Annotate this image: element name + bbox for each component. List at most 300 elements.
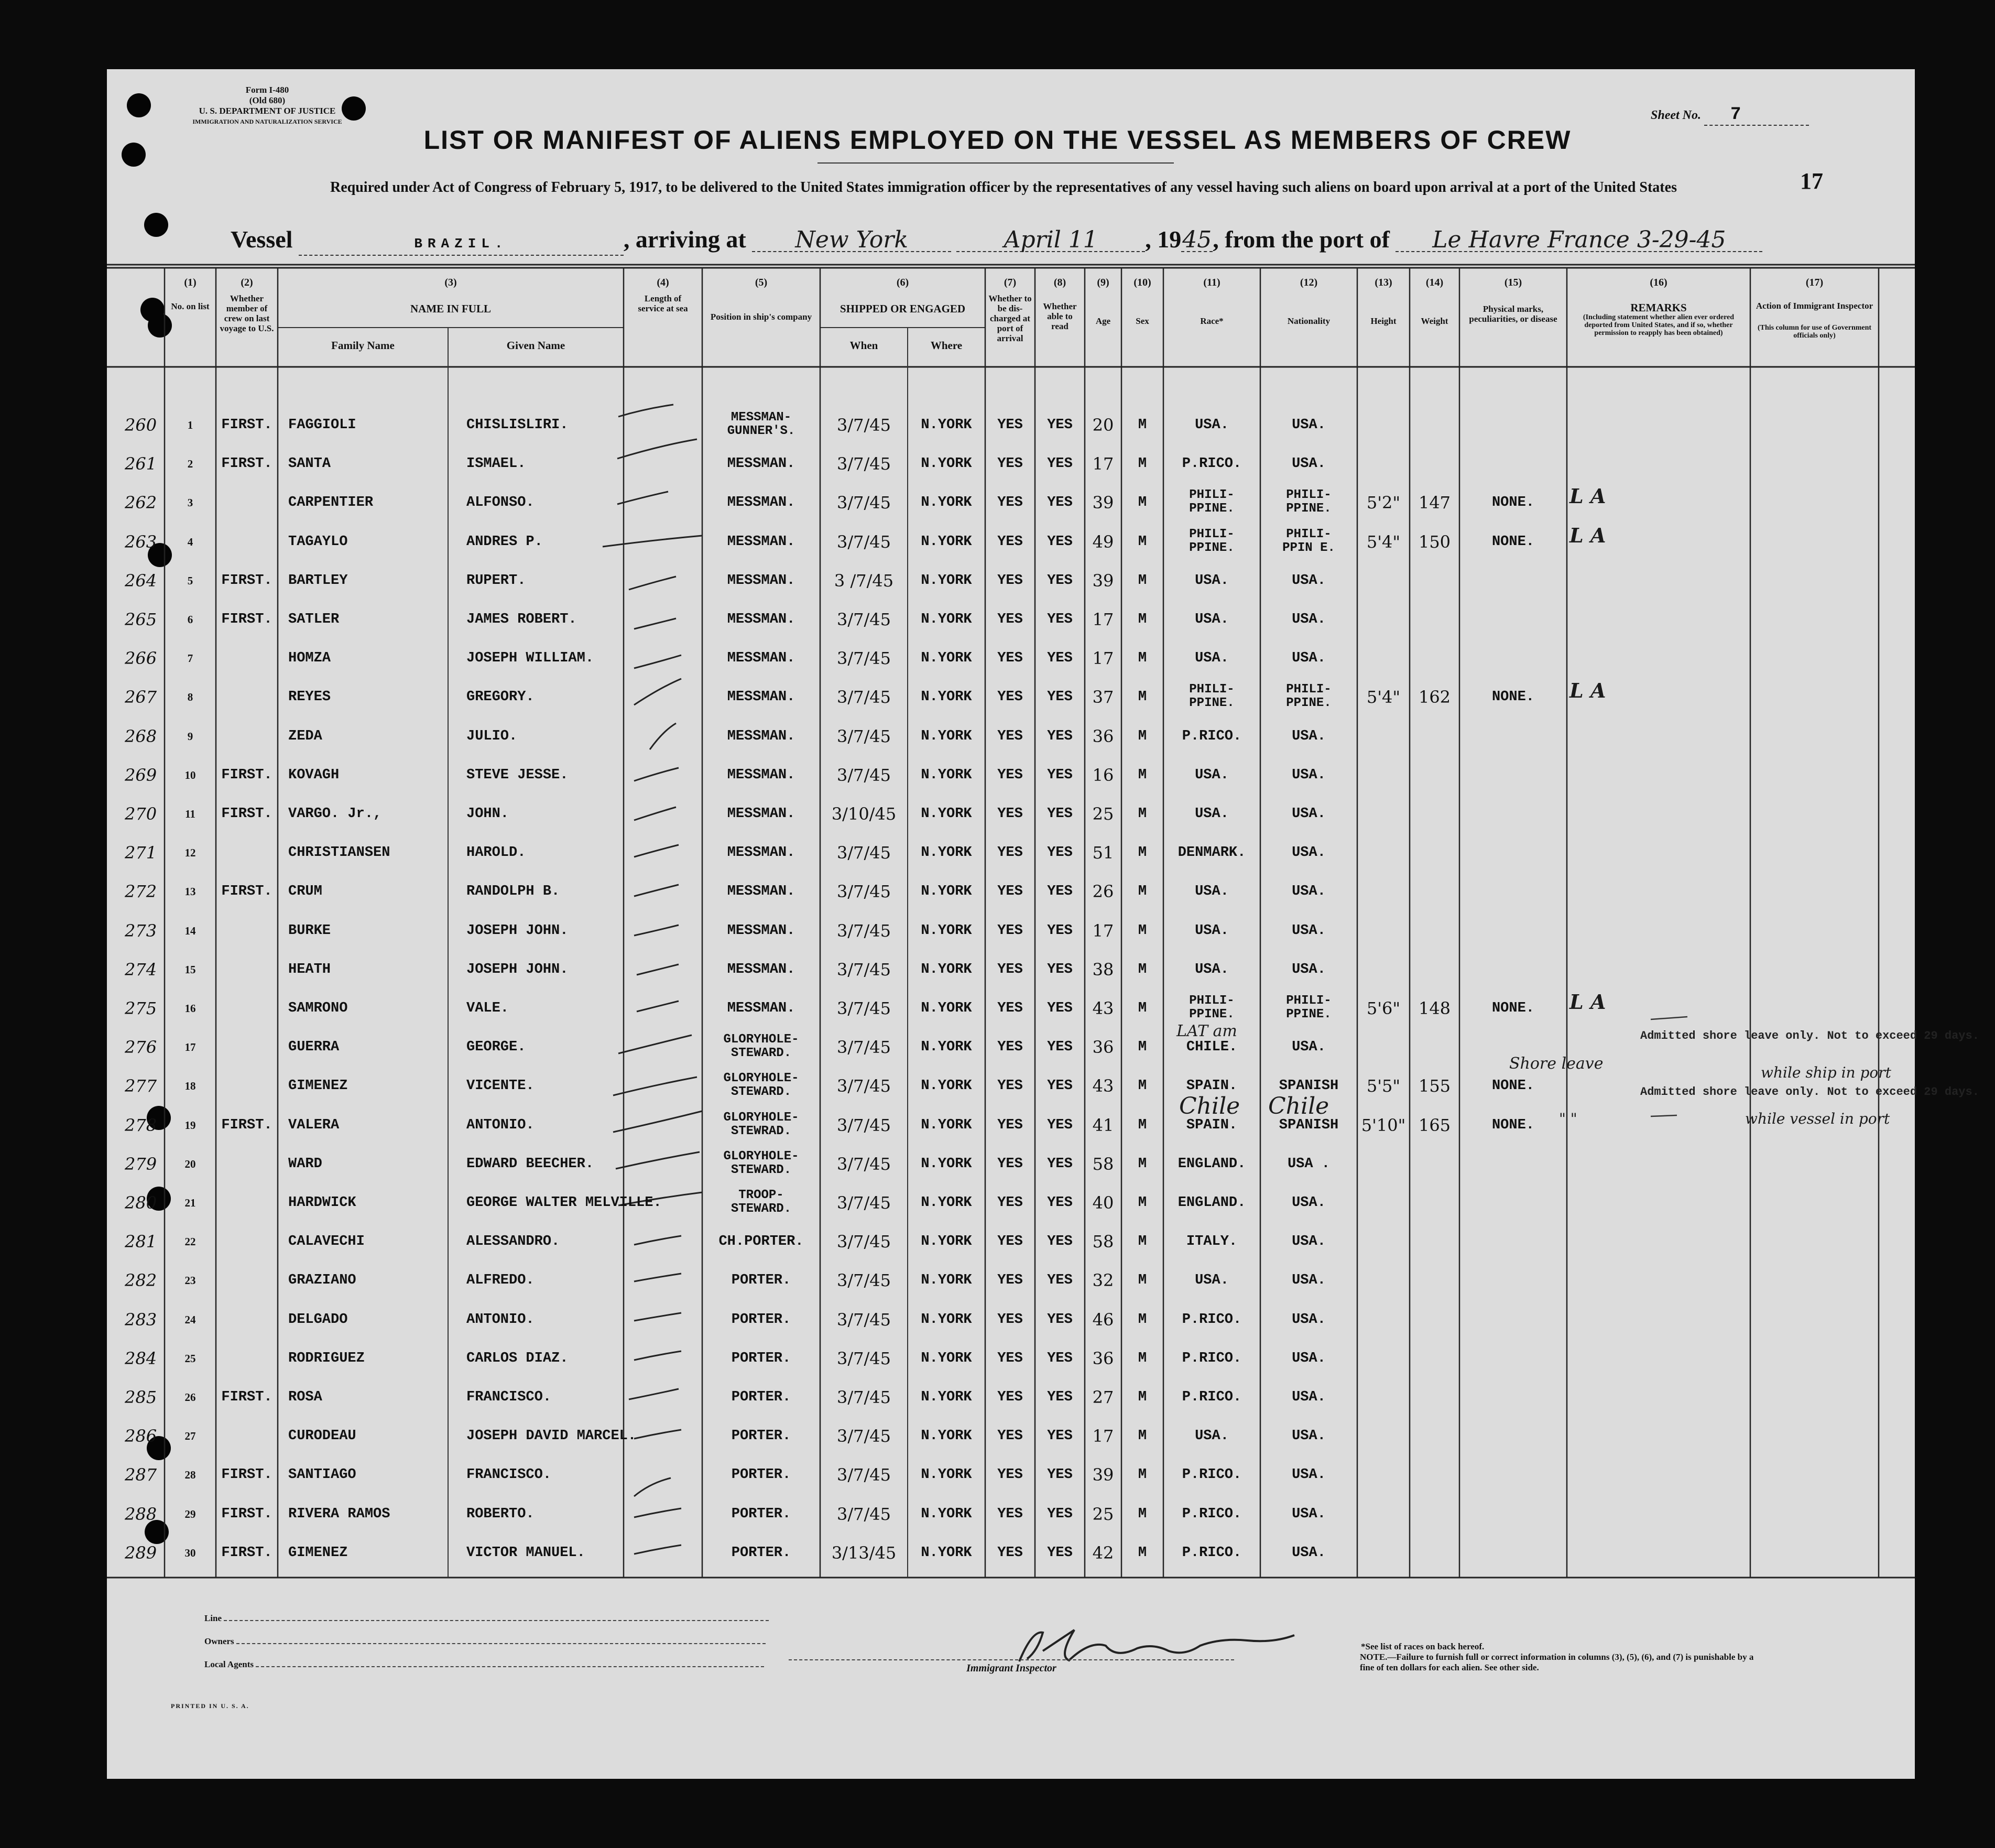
vessel-row [231,225,1762,256]
nationality: USA. [1292,961,1326,977]
discharged: YES [997,1545,1023,1561]
age: 20 [1092,415,1114,435]
able-to-read: YES [1047,884,1073,900]
shipped-when: 3/7/45 [837,1504,891,1524]
col8-header: Whether able to read [1043,301,1077,331]
given-name: JOSEPH JOHN. [466,922,569,939]
position: PORTER. [731,1428,791,1444]
position: PORTER. [731,1506,791,1522]
family-name: GUERRA [288,1039,340,1056]
race: USA. [1195,767,1229,783]
shipped-when: 3/7/45 [837,493,891,513]
shipped-when: 3/7/45 [837,1309,891,1330]
sex: M [1138,1545,1147,1561]
department: U. S. DEPARTMENT OF JUSTICE [199,106,336,116]
col8-number: (8) [1053,277,1066,288]
age: 17 [1092,454,1114,474]
margin-number: 265 [125,610,157,629]
margin-number: 287 [125,1465,157,1485]
given-name: FRANCISCO. [466,1389,552,1405]
shipped-where: N.YORK [921,884,972,900]
ditto-marks: " " [1559,1110,1577,1127]
given-name: JOSEPH WILLIAM. [466,650,594,667]
discharged: YES [997,1078,1023,1094]
age: 58 [1092,1154,1114,1174]
col16-header: REMARKS [1630,301,1687,314]
discharged: YES [997,1001,1023,1016]
last-voyage: FIRST. [221,417,272,433]
row-number: 21 [184,1197,196,1209]
nationality: USA. [1292,417,1326,433]
family-name: RIVERA RAMOS [288,1506,390,1522]
position: MESSMAN. [727,922,795,939]
row-number: 28 [184,1469,196,1482]
position: PORTER. [731,1545,791,1561]
page-title: LIST OR MANIFEST OF ALIENS EMPLOYED ON THE VESSEL AS MEMBERS OF CREW [423,125,1572,155]
vessel-label: Vessel [231,226,293,253]
discharged: YES [997,1428,1023,1444]
shipped-when: 3/7/45 [837,1232,891,1252]
shipped-where: N.YORK [921,806,972,822]
margin-number: 279 [125,1154,157,1174]
given-name: ANTONIO. [466,1311,535,1328]
last-voyage: FIRST. [221,884,272,900]
shipped-when: 3/7/45 [837,687,891,708]
margin-number: 272 [125,882,157,902]
footnotes [1360,1642,1763,1673]
weight: 148 [1418,998,1451,1018]
col17-header: Action of Immigrant Inspector [1756,301,1873,311]
height: 5'6" [1366,998,1401,1018]
row-number: 5 [187,574,193,587]
age: 26 [1092,882,1114,902]
col12-header: Nationality [1287,316,1331,326]
position: MESSMAN. [727,572,795,589]
able-to-read: YES [1047,1078,1073,1094]
sex: M [1138,767,1147,783]
nationality: USA. [1292,1389,1326,1405]
physical-marks: NONE. [1491,1078,1534,1094]
col1-header: No. on list [171,301,210,311]
age: 39 [1092,493,1114,513]
position: MESSMAN. [727,961,795,977]
shipped-when: 3/7/45 [837,454,891,474]
sex: M [1138,572,1147,589]
family-name: VARGO. Jr., [288,806,382,822]
arrival-date: April 11 [956,229,1145,252]
age: 25 [1092,804,1114,824]
sex: M [1138,1467,1147,1483]
col7-number: (7) [1004,277,1017,288]
age: 32 [1092,1270,1114,1291]
nationality: USA. [1292,1311,1326,1328]
shipped-when: 3/7/45 [837,1193,891,1213]
race: USA. [1195,1428,1229,1444]
col2-number: (2) [241,277,253,288]
row-number: 17 [184,1041,196,1054]
race: P.RICO. [1182,1311,1242,1328]
last-voyage: FIRST. [221,1467,272,1483]
arrival-port: New York [752,229,951,252]
family-name: SAMRONO [288,1001,348,1016]
shipped-where: N.YORK [921,534,972,550]
nationality: SPANISH [1279,1078,1339,1094]
row-number: 7 [187,652,193,665]
col9-header: Age [1095,316,1111,326]
nationality: USA. [1292,1506,1326,1522]
sheet-label: Sheet No. [1651,108,1701,122]
family-name: KOVAGH [288,767,340,783]
shipped-where: N.YORK [921,845,972,861]
position: GLORYHOLE- STEWRAD. [723,1110,799,1138]
position: PORTER. [731,1273,791,1289]
col15-number: (15) [1504,277,1522,288]
discharged: YES [997,689,1023,705]
position: MESSMAN. [727,456,795,472]
position: GLORYHOLE- STEWARD. [723,1032,799,1061]
weight: 155 [1418,1076,1451,1096]
family-name: RODRIGUEZ [288,1350,365,1366]
row-number: 24 [184,1313,196,1326]
shipped-where: N.YORK [921,1506,972,1522]
line-label: Line [204,1613,222,1623]
row-number: 16 [184,1002,196,1015]
shipped-where: N.YORK [921,650,972,667]
discharged: YES [997,1389,1023,1405]
weight: 162 [1418,687,1451,708]
discharged: YES [997,961,1023,977]
given-name: JOSEPH DAVID MARCEL. [466,1428,637,1444]
remarks: L A [1569,990,1606,1014]
shipped-when: 3/7/45 [837,415,891,435]
owners-blank [236,1643,766,1644]
inspector-line: Immigrant Inspector [789,1659,1234,1675]
given-name: GREGORY. [466,689,535,705]
given-name: STEVE JESSE. [466,767,569,783]
height: 5'2" [1366,493,1401,513]
margin-number: 260 [125,415,157,435]
sex: M [1138,417,1147,433]
nationality: USA. [1292,456,1326,472]
sheet-number [1651,105,1809,126]
given-name: ISMAEL. [466,456,526,472]
given-name-header: Given Name [506,339,565,352]
discharged: YES [997,767,1023,783]
col15-header: Physical marks, peculiarities, or disease [1469,304,1557,324]
margin-number: 276 [125,1037,157,1058]
row-number: 30 [184,1546,196,1559]
row-number: 23 [184,1274,196,1287]
family-name: SANTA [288,456,331,472]
last-voyage: FIRST. [221,1506,272,1522]
given-name: JOSEPH JOHN. [466,961,569,977]
nationality: PHILI- PPINE. [1286,994,1332,1021]
discharged: YES [997,728,1023,744]
discharged: YES [997,1039,1023,1056]
margin-number: 289 [125,1542,157,1563]
family-name: DELGADO [288,1311,348,1328]
shipped-when: 3/7/45 [837,765,891,785]
remarks: L A [1569,679,1606,703]
last-voyage: FIRST. [221,1389,272,1405]
able-to-read: YES [1047,961,1073,977]
margin-number: 266 [125,648,157,669]
given-name: CARLOS DIAZ. [466,1350,569,1366]
able-to-read: YES [1047,456,1073,472]
height: 5'5" [1366,1076,1401,1096]
discharged: YES [997,884,1023,900]
shipped-where: N.YORK [921,1234,972,1250]
family-name: CALAVECHI [288,1234,365,1250]
given-name: JAMES ROBERT. [466,612,577,627]
shipped-where: N.YORK [921,1195,972,1211]
handwritten-note: Chile [1268,1093,1329,1119]
col1-number: (1) [184,277,197,288]
sex: M [1138,689,1147,705]
discharged: YES [997,1311,1023,1328]
family-name: HARDWICK [288,1195,356,1211]
family-name: TAGAYLO [288,534,348,550]
family-name: BURKE [288,922,331,939]
handwritten-note: while vessel in port [1745,1110,1890,1127]
able-to-read: YES [1047,689,1073,705]
age: 42 [1092,1542,1114,1563]
physical-marks: NONE. [1491,1001,1534,1016]
row-number: 8 [187,691,193,704]
sex: M [1138,650,1147,667]
sex: M [1138,456,1147,472]
sex: M [1138,806,1147,822]
family-name: CHRISTIANSEN [288,845,390,861]
race: P.RICO. [1182,728,1242,744]
able-to-read: YES [1047,728,1073,744]
discharged: YES [997,1117,1023,1133]
given-name: ROBERTO. [466,1506,535,1522]
sex: M [1138,1156,1147,1172]
shipped-where: N.YORK [921,1545,972,1561]
family-name: ZEDA [288,728,322,744]
race: P.RICO. [1182,456,1242,472]
able-to-read: YES [1047,1311,1073,1328]
physical-marks: NONE. [1491,495,1534,511]
where-header: Where [930,339,963,352]
able-to-read: YES [1047,806,1073,822]
row-number: 26 [184,1391,196,1404]
margin-number: 274 [125,959,157,980]
margin-number: 261 [125,454,157,474]
age: 17 [1092,1426,1114,1447]
row-number: 14 [184,924,196,937]
margin-number: 269 [125,765,157,785]
margin-number: 270 [125,804,157,824]
shipped-when: 3/7/45 [837,882,891,902]
shipped-where: N.YORK [921,1273,972,1289]
sex: M [1138,1078,1147,1094]
weight: 150 [1418,531,1451,552]
races-note: *See list of races on back hereof. [1361,1642,1485,1651]
able-to-read: YES [1047,1506,1073,1522]
row-number: 20 [184,1157,196,1170]
able-to-read: YES [1047,1545,1073,1561]
last-voyage: FIRST. [221,806,272,822]
shipped-when: 3/10/45 [831,804,897,824]
arrival-year: 45 [1182,226,1212,253]
margin-number: 285 [125,1387,157,1407]
shipped-where: N.YORK [921,1467,972,1483]
col3-header: NAME IN FULL [410,302,491,315]
row-number: 29 [184,1507,196,1520]
col5-number: (5) [755,277,768,288]
family-name: FAGGIOLI [288,417,356,433]
given-name: FRANCISCO. [466,1467,552,1483]
shipped-where: N.YORK [921,767,972,783]
shipped-where: N.YORK [921,689,972,705]
discharged: YES [997,650,1023,667]
given-name: VALE. [466,1001,509,1016]
row-number: 19 [184,1118,196,1132]
discharged: YES [997,495,1023,511]
shipped-when: 3/7/45 [837,1387,891,1407]
age: 27 [1092,1387,1114,1407]
able-to-read: YES [1047,767,1073,783]
family-name: SATLER [288,612,340,627]
race: P.RICO. [1182,1389,1242,1405]
race: SPAIN. [1186,1117,1238,1133]
nationality: USA. [1292,572,1326,589]
able-to-read: YES [1047,1389,1073,1405]
shipped-when: 3/7/45 [837,531,891,552]
discharged: YES [997,612,1023,627]
height: 5'10" [1361,1115,1406,1135]
sex: M [1138,1350,1147,1366]
handwritten-note: Shore leave [1509,1055,1604,1073]
year-prefix: , 19 [1145,226,1182,253]
physical-marks: NONE. [1491,1117,1534,1133]
col10-header: Sex [1136,316,1149,326]
position: CH.PORTER. [718,1234,804,1250]
shipped-where: N.YORK [921,1039,972,1056]
shipped-when: 3/7/45 [837,1426,891,1447]
col16-number: (16) [1650,277,1667,288]
able-to-read: YES [1047,1467,1073,1483]
shipped-where: N.YORK [921,612,972,627]
margin-number: 273 [125,920,157,941]
given-name: GEORGE. [466,1039,526,1056]
agents-label: Local Agents [204,1659,254,1669]
sex: M [1138,1039,1147,1056]
sex: M [1138,534,1147,550]
position: MESSMAN. [727,728,795,744]
sex: M [1138,1234,1147,1250]
shipped-where: N.YORK [921,1311,972,1328]
agents-field [204,1659,764,1670]
able-to-read: YES [1047,845,1073,861]
shipped-when: 3/7/45 [837,920,891,941]
family-name: SANTIAGO [288,1467,356,1483]
remarks: L A [1569,523,1606,547]
position: MESSMAN- GUNNER'S. [727,410,795,438]
discharged: YES [997,1506,1023,1522]
discharged: YES [997,1234,1023,1250]
given-name: CHISLISLIRI. [466,417,569,433]
margin-number: 283 [125,1309,157,1330]
height: 5'4" [1366,687,1401,708]
able-to-read: YES [1047,1156,1073,1172]
margin-number: 286 [125,1426,157,1447]
col13-number: (13) [1375,277,1392,288]
physical-marks: NONE. [1491,689,1534,705]
last-voyage: FIRST. [221,456,272,472]
row-number: 12 [184,846,196,860]
able-to-read: YES [1047,1001,1073,1016]
family-name: HOMZA [288,650,331,667]
sex: M [1138,612,1147,627]
age: 41 [1092,1115,1114,1135]
sex: M [1138,1428,1147,1444]
race: P.RICO. [1182,1506,1242,1522]
race: P.RICO. [1182,1545,1242,1561]
row-number: 13 [184,885,196,898]
col4-number: (4) [657,277,669,288]
nationality: USA. [1292,922,1326,939]
nationality: PHILI- PPIN E. [1282,527,1335,555]
owners-label: Owners [204,1636,234,1646]
row-number: 6 [187,613,193,626]
shipped-where: N.YORK [921,961,972,977]
line-blank [224,1620,769,1621]
sex: M [1138,845,1147,861]
given-name: JOHN. [466,806,509,822]
discharged: YES [997,1273,1023,1289]
intro-text: Required under Act of Congress of February 5, 1917, to be delivered to the United States immigration officer by the representatives of any vessel having such aliens on board upon arrival at a port of the United States [330,179,1677,195]
position: PORTER. [731,1467,791,1483]
discharged: YES [997,456,1023,472]
given-name: VICENTE. [466,1078,535,1094]
able-to-read: YES [1047,1428,1073,1444]
row-number: 27 [184,1430,196,1443]
line-field [204,1613,769,1624]
col3-number: (3) [444,277,457,288]
shipped-where: N.YORK [921,922,972,939]
given-name: ANTONIO. [466,1117,535,1133]
title-underline [817,162,1174,164]
row-number: 15 [184,963,196,976]
col12-number: (12) [1300,277,1318,288]
race: USA. [1195,922,1229,939]
col10-number: (10) [1133,277,1151,288]
handwritten-number: 17 [1800,168,1823,194]
given-name: RUPERT. [466,572,526,589]
shipped-when: 3/7/45 [837,1076,891,1096]
age: 39 [1092,1465,1114,1485]
given-name: ALESSANDRO. [466,1234,560,1250]
age: 17 [1092,920,1114,941]
able-to-read: YES [1047,1273,1073,1289]
shipped-when: 3/7/45 [837,610,891,629]
row-number: 18 [184,1080,196,1093]
race: DENMARK. [1178,845,1246,861]
age: 49 [1092,531,1114,552]
weight: 147 [1418,493,1451,513]
form-number: Form I-480 [245,85,289,95]
position: MESSMAN. [727,767,795,783]
family-name-header: Family Name [331,339,395,352]
sex: M [1138,884,1147,900]
sex: M [1138,1117,1147,1133]
race: ITALY. [1186,1234,1238,1250]
discharged: YES [997,806,1023,822]
age: 17 [1092,610,1114,629]
